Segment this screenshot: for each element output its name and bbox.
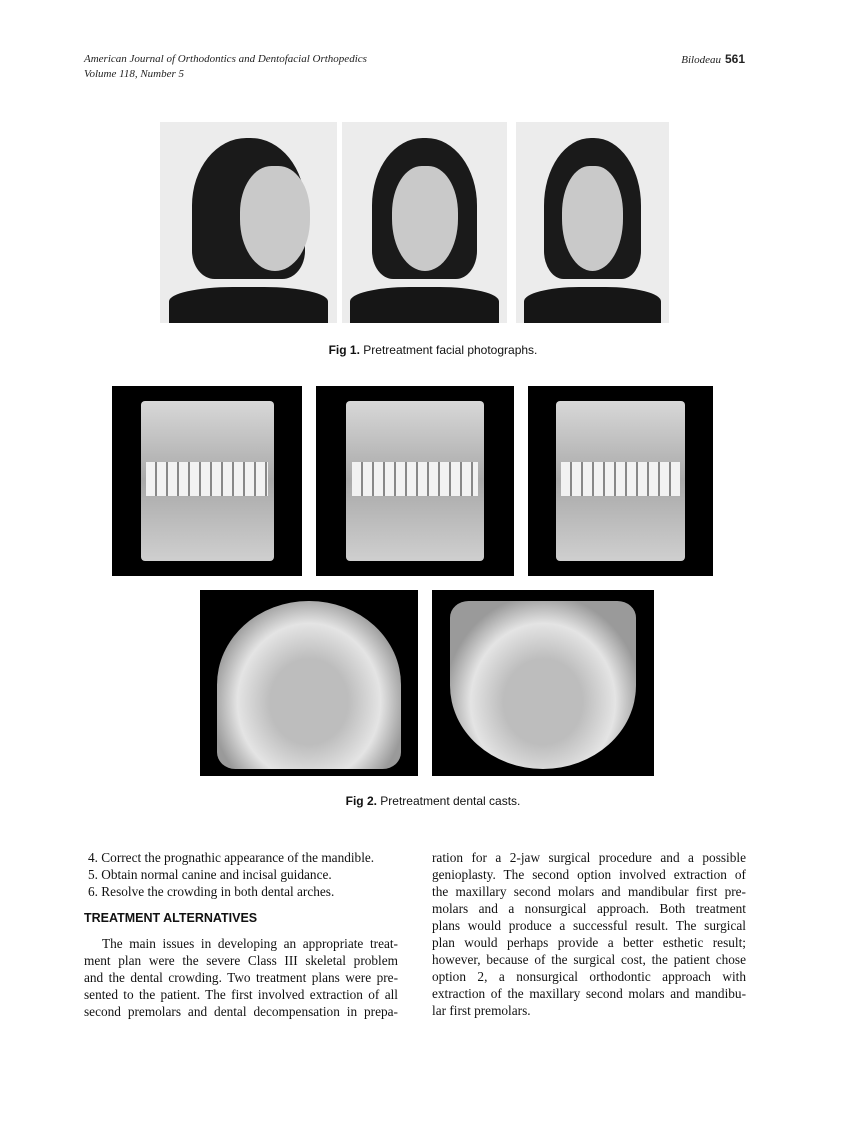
text-line: plan would perhaps provide a better esthetic result; xyxy=(432,935,746,950)
text-line: extraction of the maxillary second molars and mandibu- xyxy=(432,986,746,1001)
list-item: 4. Correct the prognathic appearance of the mandible. xyxy=(88,850,375,865)
profile-photo xyxy=(160,122,337,323)
list-item: 6. Resolve the crowding in both dental arches. xyxy=(88,884,335,899)
cast-left-lateral xyxy=(528,386,713,576)
page-number: 561 xyxy=(724,52,745,66)
fig2-caption-text: Pretreatment dental casts. xyxy=(380,794,521,808)
cast-maxillary-occlusal xyxy=(200,590,418,776)
text-line: plans would produce a successful result. The surgical xyxy=(432,918,746,933)
journal-title: American Journal of Orthodontics and Dentofacial Orthopedics xyxy=(84,53,367,65)
text-line: genioplasty. The second option involved extraction of xyxy=(432,867,746,882)
smiling-photo xyxy=(516,122,669,323)
cast-right-lateral xyxy=(112,386,302,576)
volume-info: Volume 118, Number 5 xyxy=(84,68,185,80)
text-line: the maxillary second molars and mandibular first pre- xyxy=(432,884,746,899)
text-line: however, because of the surgical cost, the patient chose xyxy=(432,952,746,967)
author-name: Bilodeau xyxy=(681,54,721,66)
section-heading: TREATMENT ALTERNATIVES xyxy=(84,911,258,925)
text-line: second premolars and dental decompensation in prepa- xyxy=(84,1004,398,1019)
text-line: ment plan were the severe Class III skeletal problem xyxy=(84,953,398,968)
frontal-photo xyxy=(342,122,507,323)
text-line: ration for a 2-jaw surgical procedure and a possible xyxy=(432,850,746,865)
list-item: 5. Obtain normal canine and incisal guidance. xyxy=(88,867,332,882)
fig2-caption xyxy=(0,794,866,808)
page-header-right xyxy=(681,52,745,68)
fig2-label: Fig 2. xyxy=(345,794,377,808)
text-line: and the dental crowding. Two treatment plans were pre- xyxy=(84,970,398,985)
text-line: The main issues in developing an appropriate treat- xyxy=(102,936,398,951)
text-line: sented to the patient. The first involved extraction of all xyxy=(84,987,398,1002)
fig1-label: Fig 1. xyxy=(328,343,360,357)
text-line: lar first premolars. xyxy=(432,1003,531,1018)
fig1-caption xyxy=(0,343,866,357)
running-header xyxy=(84,52,367,82)
cast-mandibular-occlusal xyxy=(432,590,654,776)
left-column xyxy=(84,849,398,1020)
fig1-caption-text: Pretreatment facial photographs. xyxy=(363,343,538,357)
text-line: option 2, a nonsurgical orthodontic approach with xyxy=(432,969,746,984)
right-column xyxy=(432,849,746,1019)
cast-frontal xyxy=(316,386,514,576)
text-line: molars and a nonsurgical approach. Both treatment xyxy=(432,901,746,916)
